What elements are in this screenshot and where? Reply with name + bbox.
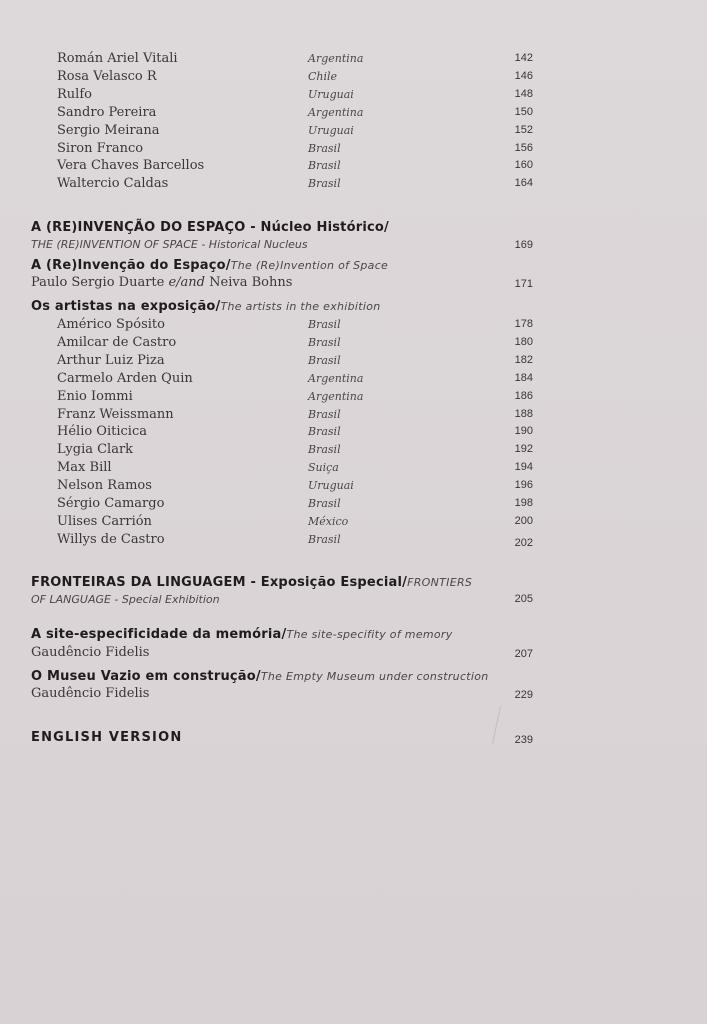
artist-name: Arthur Luiz Piza: [57, 352, 165, 368]
toc-row: [0, 51, 707, 69]
page-number: 160: [514, 159, 533, 172]
toc-row: [0, 532, 707, 550]
toc-row: [0, 335, 707, 353]
artist-name: Hélio Oiticica: [57, 424, 147, 440]
artist-name: Sérgio Camargo: [57, 496, 165, 511]
artist-country: Argentina: [308, 105, 364, 119]
artist-name: Lygia Clark: [57, 442, 134, 458]
artist-name: Rosa Velasco R: [57, 68, 157, 84]
artist-country: México: [308, 514, 349, 528]
artist-name: Román Ariel Vitali: [57, 51, 178, 66]
page-number: 205: [514, 593, 533, 605]
artist-name: Franz Weissmann: [57, 406, 174, 422]
pencil-mark: [492, 706, 501, 743]
artist-country: Uruguai: [308, 123, 354, 137]
artist-country: Uruguai: [308, 87, 354, 101]
section-subtitle-historic: THE (RE)INVENTION OF SPACE - Historical Nucleus: [31, 238, 308, 251]
artist-name: Américo Spósito: [57, 317, 165, 332]
page-number: 180: [514, 335, 533, 348]
page-number: 229: [514, 689, 533, 701]
page-number: 196: [514, 479, 533, 492]
artist-country: Brasil: [308, 532, 341, 546]
artist-name: Ulises Carrión: [57, 513, 152, 529]
toc-row: [0, 407, 707, 425]
toc-row: [0, 105, 707, 123]
artist-name: Nelson Ramos: [57, 478, 152, 494]
page-number: 156: [514, 141, 533, 154]
artist-country: Argentina: [308, 371, 364, 385]
page-number: 207: [514, 648, 533, 660]
page-number: 182: [514, 353, 533, 366]
page-number: 142: [514, 52, 533, 64]
artist-country: Brasil: [308, 141, 341, 155]
artist-name: Willys de Castro: [57, 531, 165, 547]
artist-country: Brasil: [308, 443, 341, 457]
toc-row: [0, 478, 707, 496]
artist-name: Enio Iommi: [57, 388, 133, 404]
artist-country: Brasil: [308, 353, 341, 367]
artist-name: Amilcar de Castro: [57, 334, 177, 350]
toc-row: [0, 442, 707, 460]
toc-row: [0, 460, 707, 478]
toc-row: [0, 87, 707, 105]
page-number: 164: [514, 177, 533, 190]
artist-country: Uruguai: [308, 479, 354, 493]
essay-title-reinvention: A (Re)Invenção do Espaço/The (Re)Invention of Space: [31, 258, 389, 273]
page-number: 146: [514, 69, 533, 82]
essay-title-empty-museum: O Museu Vazio em construção/The Empty Museum under construction: [31, 669, 489, 684]
section-heading-frontiers: FRONTEIRAS DA LINGUAGEM - Exposição Especial/FRONTIERS: [31, 575, 473, 590]
page-number: 188: [514, 407, 533, 420]
artist-country: Brasil: [308, 497, 341, 510]
artist-country: Brasil: [308, 425, 341, 439]
page-number: 171: [514, 278, 533, 290]
artist-country: Suiça: [308, 461, 339, 475]
toc-row: [0, 496, 707, 514]
artist-country: Argentina: [308, 52, 364, 65]
toc-row: [0, 141, 707, 159]
artist-name: Carmelo Arden Quin: [57, 370, 193, 386]
english-version-heading: ENGLISH VERSION: [31, 730, 183, 745]
artist-name: Siron Franco: [57, 140, 144, 156]
toc-row: [0, 158, 707, 176]
toc-row: [0, 424, 707, 442]
toc-row: [0, 176, 707, 194]
essay-author: Gaudêncio Fidelis: [31, 645, 150, 660]
page-number: 202: [514, 536, 533, 549]
artist-country: Brasil: [308, 335, 341, 349]
page-number: 169: [514, 239, 533, 251]
artist-country: Brasil: [308, 177, 341, 191]
artist-name: Sergio Meirana: [57, 122, 160, 138]
essay-title-memory: A site-especificidade da memória/The site-specifity of memory: [31, 627, 453, 642]
toc-row: [0, 353, 707, 371]
artist-name: Rulfo: [57, 86, 92, 102]
page-number: 178: [514, 318, 533, 330]
page-number: 150: [514, 105, 533, 118]
page-number: 198: [514, 497, 533, 509]
artist-name: Sandro Pereira: [57, 104, 157, 120]
page-number: 239: [514, 734, 533, 746]
artist-country: Chile: [308, 69, 338, 83]
essay-author: Gaudêncio Fidelis: [31, 686, 150, 701]
toc-row: [0, 69, 707, 87]
toc-row: [0, 123, 707, 141]
page-number: 186: [514, 389, 533, 402]
toc-row: [0, 514, 707, 532]
artist-name: Waltercio Caldas: [57, 176, 169, 192]
artist-name: Max Bill: [57, 460, 112, 476]
page-number: 192: [514, 443, 533, 456]
toc-row: [0, 371, 707, 389]
artist-country: Argentina: [308, 389, 364, 403]
page-number: 200: [514, 514, 533, 527]
artist-country: Brasil: [308, 159, 341, 173]
page-number: 190: [514, 425, 533, 438]
artist-name: Vera Chaves Barcellos: [57, 158, 205, 174]
toc-row: [0, 389, 707, 407]
toc-row: [0, 317, 707, 335]
page-number: 152: [514, 123, 533, 136]
artist-country: Brasil: [308, 407, 341, 421]
page-number: 194: [514, 461, 533, 474]
section-subtitle-frontiers: OF LANGUAGE - Special Exhibition: [31, 593, 220, 606]
section-heading-historic: A (RE)INVENÇÃO DO ESPAÇO - Núcleo Histórico/: [31, 220, 389, 235]
page-number: 148: [514, 87, 533, 100]
artists-heading: Os artistas na exposição/The artists in the exhibition: [31, 299, 381, 314]
page-number: 184: [514, 371, 533, 384]
artist-country: Brasil: [308, 318, 341, 331]
essay-author: Paulo Sergio Duarte e/and Neiva Bohns: [31, 275, 293, 290]
